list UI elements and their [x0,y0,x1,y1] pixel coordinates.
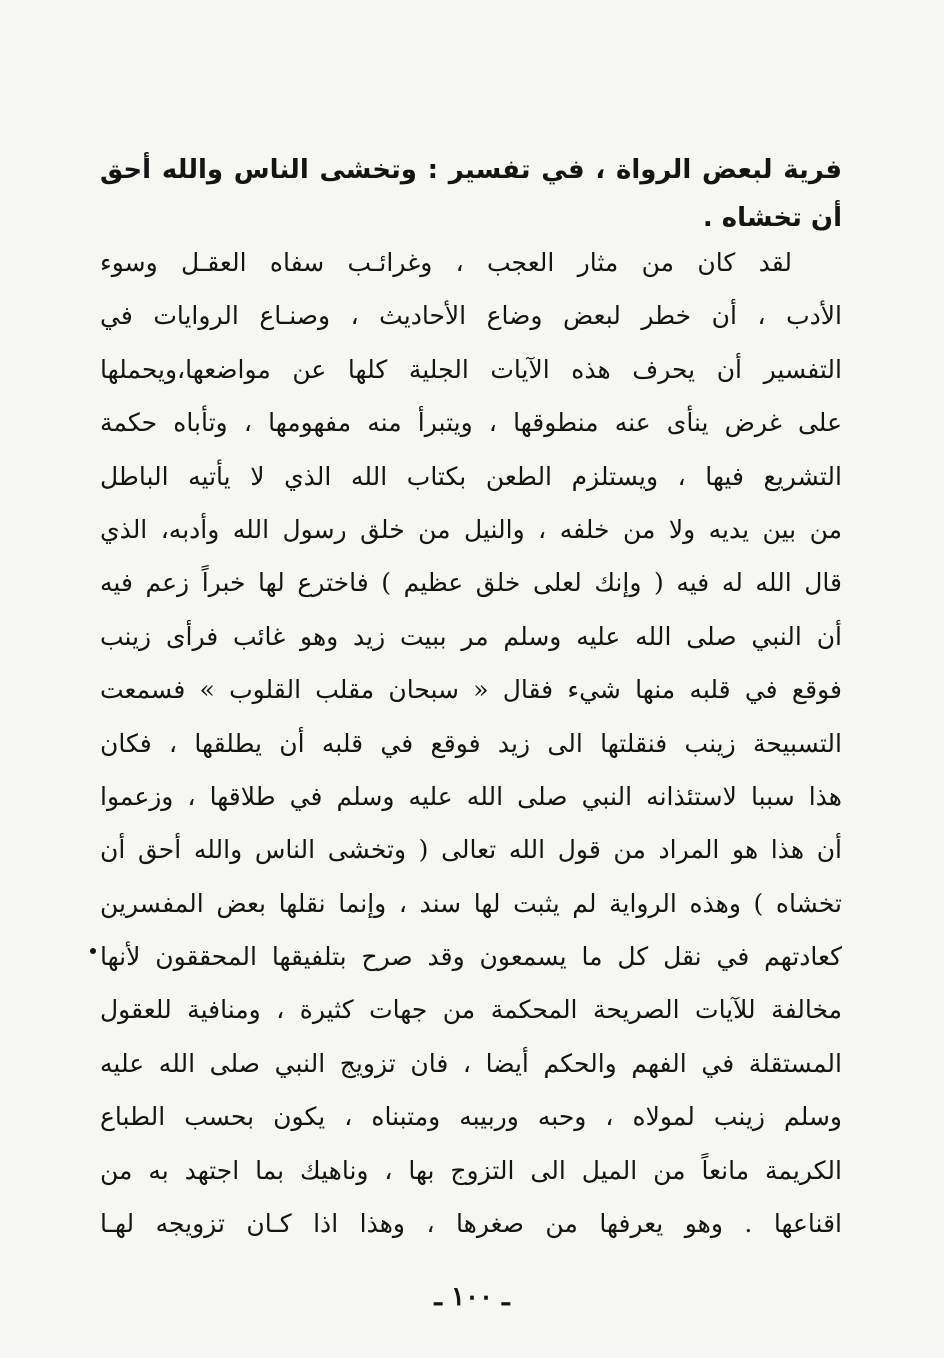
body-line: على غرض ينأى عنه منطوقها ، ويتبرأ منه مفهومها ، وتأباه حكمة [100,408,842,438]
body-line: فوقع في قلبه منها شيء فقال « سبحان مقلب القلوب » فسمعت [100,675,842,705]
body-line: التفسير أن يحرف هذه الآيات الجلية كلها عن مواضعها،ويحملها [100,354,842,384]
body-line: التسبيحة زينب فنقلتها الى زيد فوقع في قلبه أن يطلقها ، فكان [100,728,842,758]
body-line: اقناعها . وهو يعرفها من صغرها ، وهذا اذا كـان تزويجه لهـا [100,1209,842,1239]
page-number: ـ ١٠٠ ـ [434,1282,510,1312]
body-line: المستقلة في الفهم والحكم أيضا ، فان تزويج النبي صلى الله عليه [100,1048,842,1078]
body-line: من بين يديه ولا من خلفه ، والنيل من خلق رسول الله وأدبه، الذي [100,514,842,544]
body-line: أن النبي صلى الله عليه وسلم مر ببيت زيد وهو غائب فرأى زينب [100,621,842,651]
body-line: هذا سببا لاستئذانه النبي صلى الله عليه وسلم في طلاقها ، وزعموا [100,781,842,811]
body-line: تخشاه ) وهذه الرواية لم يثبت لها سند ، وإنما نقلها بعض المفسرين [100,888,842,918]
heading-line: فرية لبعض الرواة ، في تفسير : وتخشى الناس والله أحق [100,155,842,185]
heading-line: أن تخشاه . [702,203,842,233]
body-line: الأدب ، أن خطر لبعض وضاع الأحاديث ، وصنـاع الروايات في [100,301,842,331]
margin-dot [90,948,96,954]
body-line: لقد كان من مثار العجب ، وغرائـب سفاه العقـل وسوء [100,248,792,277]
body-line: الكريمة مانعاً من الميل الى التزوج بها ، وناهيك بما اجتهد به من [100,1155,842,1185]
body-paragraph [100,236,842,1250]
body-line: قال الله له فيه ( وإنك لعلى خلق عظيم ) فاخترع لها خبراً زعم فيه [100,568,842,598]
body-line: وسلم زينب لمولاه ، وحبه وربيبه ومتبناه ، يكون بحسب الطباع [100,1102,842,1132]
section-heading [100,146,842,242]
body-line: أن هذا هو المراد من قول الله تعالى ( وتخشى الناس والله أحق أن [100,835,842,865]
body-line: التشريع فيها ، ويستلزم الطعن بكتاب الله الذي لا يأتيه الباطل [100,461,842,491]
body-line: مخالفة للآيات الصريحة المحكمة من جهات كثيرة ، ومنافية للعقول [100,995,842,1025]
body-line: كعادتهم في نقل كل ما يسمعون وقد صرح بتلفيقها المحققون لأنها [100,942,842,972]
